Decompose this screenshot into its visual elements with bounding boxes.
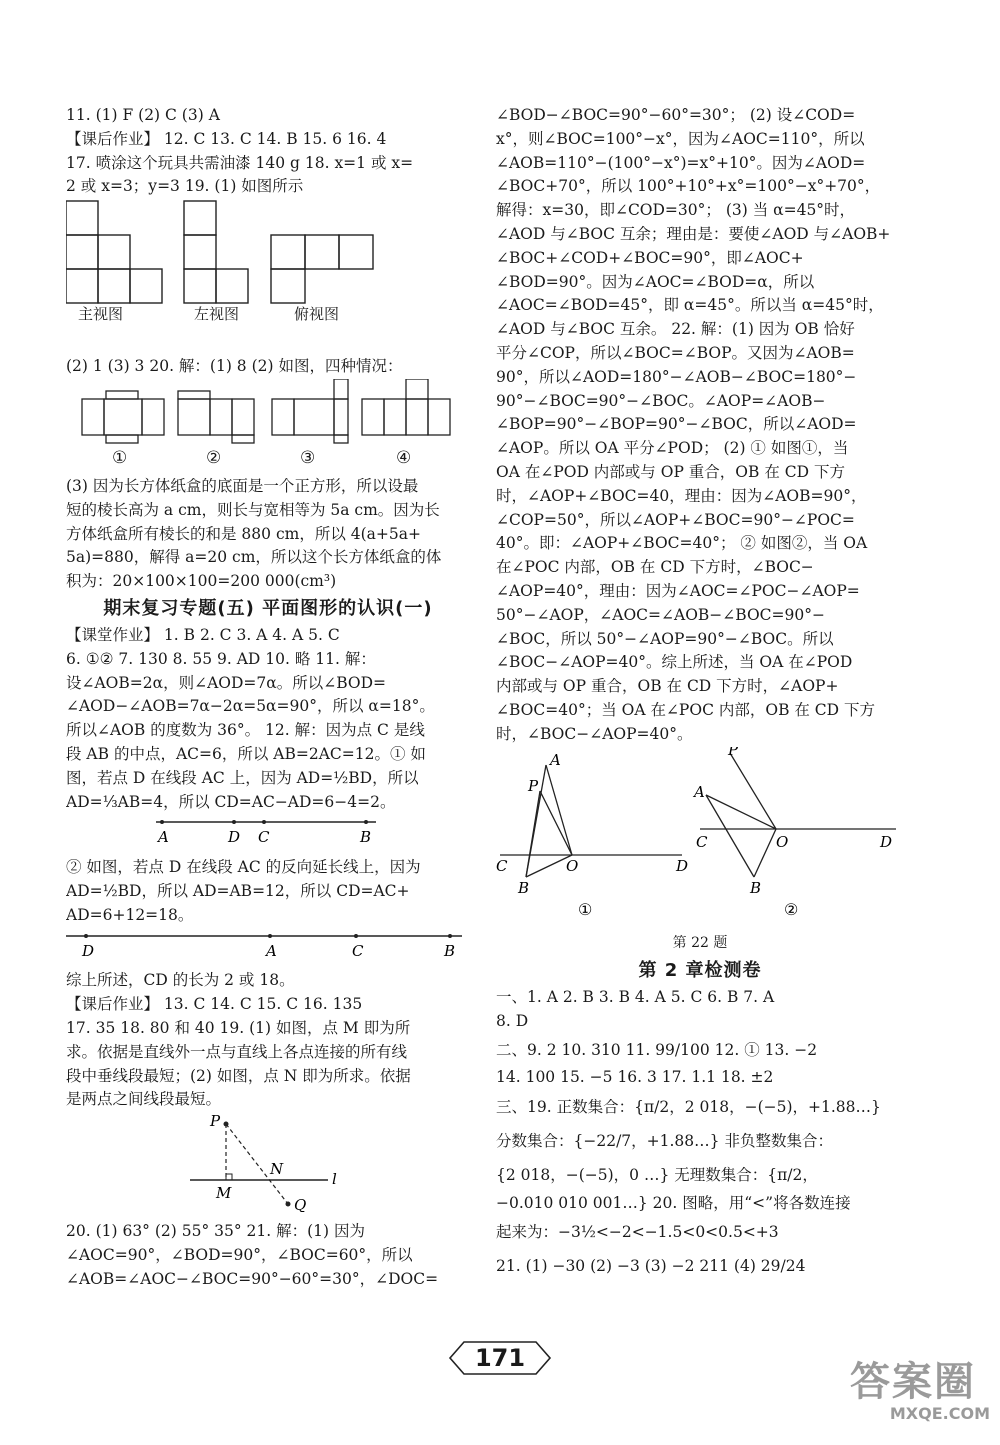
fig22b-label-o: O	[776, 832, 789, 851]
text-line: 分数集合：{−22/7，+1.88…} 非负整数集合：	[496, 1131, 833, 1150]
top-view-label: 俯视图	[294, 305, 340, 324]
fig22a-label-o: O	[566, 856, 579, 875]
text-line: ∠AOB=110°−(100°−x°)=x°+10°。因为∠AOD=	[496, 153, 866, 172]
text-line: ∠COP=50°，所以∠AOP+∠BOC=90°−∠POC=	[496, 510, 855, 529]
text-line: 【课后作业】 13. C 14. C 15. C 16. 135	[66, 995, 363, 1014]
text-line: 【课堂作业】 1. B 2. C 3. A 4. A 5. C	[66, 625, 340, 644]
text-line: 求。依据是直线外一点与直线上各点连接的所有线	[66, 1042, 408, 1061]
text-line: 解得：x=30，即∠COD=30°； (3) 当 α=45°时，	[496, 201, 856, 220]
fig22b-number: ②	[784, 899, 799, 919]
text-line: 内部或与 OP 重合，OB 在 CD 下方时，∠AOP+	[496, 677, 839, 696]
text-line: 所以∠AOB 的度数为 36°。 12. 解：因为点 C 是线	[66, 721, 425, 740]
fig22b-label-p: P	[728, 746, 739, 759]
fig22a-label-c: C	[496, 856, 508, 875]
text-line: ∠BOD=90°。因为∠AOC=∠BOD=α，所以	[496, 272, 815, 291]
left-column	[66, 104, 470, 1291]
text-line: 2 或 x=3；y=3 19. (1) 如图所示	[66, 177, 304, 196]
text-line: ∠BOC+70°，所以 100°+10°+x°=100°−x°+70°，	[496, 177, 881, 196]
fig22a-label-a: A	[550, 750, 561, 769]
watermark-main: 答案圈	[850, 1359, 976, 1405]
text-line: 时，∠BOC−∠AOP=40°。	[496, 724, 693, 743]
text-line: 8. D	[496, 1011, 529, 1030]
text-line: 17. 35 18. 80 和 40 19. (1) 如图，点 M 即为所	[66, 1018, 411, 1037]
fig22a-label-d: D	[676, 856, 689, 875]
text-line: 综上所述，CD 的长为 2 或 18。	[66, 971, 295, 990]
text-line: 90°，所以∠AOD=180°−∠AOB−∠BOC=180°−	[496, 367, 857, 386]
seg1-label-b: B	[360, 828, 372, 847]
left-view-label: 左视图	[194, 305, 240, 324]
text-line: (3) 因为长方体纸盒的底面是一个正方形，所以设最	[66, 476, 419, 495]
fig22b-label-b: B	[750, 878, 762, 897]
nets-figure	[66, 379, 470, 475]
figure-19	[66, 1112, 470, 1212]
seg2-label-c: C	[352, 941, 364, 960]
text-line: 在∠POC 内部，OB 在 CD 下方时，∠BOC−	[496, 558, 814, 577]
page-number-text: 171	[474, 1344, 526, 1372]
text-line: AD=½BD，所以 AD=AB=12，所以 CD=AC+	[66, 881, 410, 900]
text-line: 二、9. 2 10. 310 11. 99/100 12. ① 13. −2	[496, 1040, 818, 1059]
fig22b-label-a: A	[694, 782, 705, 801]
seg2-label-b: B	[444, 941, 456, 960]
seg1-label-a: A	[158, 828, 169, 847]
text-line: (2) 1 (3) 3 20. 解：(1) 8 (2) 如图，四种情况：	[66, 357, 403, 376]
text-line: 一、1. A 2. B 3. B 4. A 5. C 6. B 7. A	[496, 988, 775, 1007]
text-line: ∠AOD−∠AOB=7α−2α=5α=90°，所以 α=18°。	[66, 697, 435, 716]
segment-figure-2	[66, 928, 470, 962]
text-line: ② 如图，若点 D 在线段 AC 的反向延长线上，因为	[66, 858, 421, 877]
text-line: 图，若点 D 在线段 AC 上，因为 AD=½BD，所以	[66, 768, 419, 787]
text-line: ∠AOD 与∠BOC 互余。 22. 解：(1) 因为 OB 恰好	[496, 320, 855, 339]
segment-figure-1	[66, 814, 470, 848]
three-views-figure	[66, 199, 470, 355]
seg1-label-c: C	[258, 828, 270, 847]
text-line: −0.010 010 001…} 20. 图略，用“<”将各数连接	[496, 1193, 851, 1212]
text-line: 14. 100 15. −5 16. 3 17. 1.1 18. ±2	[496, 1067, 774, 1086]
text-line: ∠AOB=∠AOC−∠BOC=90°−60°=30°，∠DOC=	[66, 1269, 439, 1288]
text-line: 20. (1) 63° (2) 55° 35° 21. 解：(1) 因为	[66, 1221, 366, 1240]
text-line: ∠AOP。所以 OA 平分∠POD； (2) ① 如图①，当	[496, 439, 849, 458]
text-line: 起来为：−3½<−2<−1.5<0<0.5<+3	[496, 1223, 779, 1242]
text-line: {2 018，−(−5)，0 …} 无理数集合：{π/2，	[496, 1165, 818, 1184]
text-line: 17. 喷涂这个玩具共需油漆 140 g 18. x=1 或 x=	[66, 153, 414, 172]
text-line: 是两点之间线段最短。	[66, 1090, 222, 1109]
watermark-logo	[850, 1360, 990, 1440]
net-label-2: ②	[206, 447, 222, 468]
fig19-label-m: M	[216, 1184, 232, 1203]
text-line: 段中垂线段最短；(2) 如图，点 N 即为所求。依据	[66, 1066, 411, 1085]
text-line: ∠AOC=90°，∠BOD=90°，∠BOC=60°，所以	[66, 1245, 413, 1264]
text-line: ∠AOC=∠BOD=45°，即 α=45°。所以当 α=45°时，	[496, 296, 884, 315]
text-line: 50°−∠AOP，∠AOC=∠AOB−∠BOC=90°−	[496, 605, 825, 624]
figure-caption: 第 22 题	[672, 935, 728, 952]
fig19-label-q: Q	[294, 1196, 307, 1213]
text-line: ∠BOC，所以 50°−∠AOP=90°−∠BOC。所以	[496, 629, 834, 648]
text-line: AD=6+12=18。	[66, 905, 194, 924]
seg2-label-a: A	[266, 941, 277, 960]
fig22b-label-c: C	[696, 832, 708, 851]
section-heading: 第 2 章检测卷	[638, 960, 762, 982]
text-line: ∠BOD−∠BOC=90°−60°=30°； (2) 设∠COD=	[496, 106, 856, 124]
text-line: 40°。即：∠AOP+∠BOC=40°； ② 如图②，当 OA	[496, 534, 868, 553]
section-heading: 期末复习专题(五) 平面图形的认识(一)	[103, 597, 433, 619]
text-line: OA 在∠POD 内部或与 OP 重合，OB 在 CD 下方	[496, 462, 845, 481]
text-line: 积为：20×100×100=200 000(cm³)	[66, 572, 337, 591]
three-views-drawing	[66, 199, 470, 355]
fig22a-number: ①	[578, 899, 593, 919]
text-line: 90°−∠BOC=90°−∠BOC。∠AOP=∠AOB−	[496, 391, 826, 410]
net-label-3: ③	[300, 447, 316, 468]
text-line: 【课后作业】 12. C 13. C 14. B 15. 6 16. 4	[66, 129, 387, 148]
fig22a-label-p: P	[528, 776, 539, 795]
text-line: 5a)=880，解得 a=20 cm，所以这个长方体纸盒的体	[66, 548, 442, 567]
text-line: 方体纸盒所有棱长的和是 880 cm，所以 4(a+5a+	[66, 524, 421, 543]
text-line: 段 AB 的中点，AC=6，所以 AB=2AC=12。① 如	[66, 744, 426, 763]
text-line: 11. (1) F (2) C (3) A	[66, 106, 220, 124]
text-line: 设∠AOB=2α，则∠AOD=7α。所以∠BOD=	[66, 673, 387, 692]
text-line: ∠BOC+∠COD+∠BOC=90°，即∠AOC+	[496, 248, 804, 267]
text-line: ∠AOD 与∠BOC 互余；理由是：要使∠AOD 与∠AOB+	[496, 224, 891, 243]
text-line: ∠BOC−∠AOP=40°。综上所述，当 OA 在∠POD	[496, 653, 853, 672]
text-line: 6. ①② 7. 130 8. 55 9. AD 10. 略 11. 解：	[66, 649, 376, 668]
net-label-4: ④	[396, 447, 412, 468]
text-line: ∠BOC=40°；当 OA 在∠POC 内部，OB 在 CD 下方	[496, 700, 876, 719]
right-column	[496, 104, 904, 1283]
fig19-label-n: N	[270, 1160, 284, 1179]
figure-22	[496, 747, 904, 925]
fig22a-label-b: B	[518, 878, 530, 897]
text-line: AD=⅓AB=4，所以 CD=AC−AD=6−4=2。	[66, 792, 396, 811]
text-line: ∠AOP=40°，理由：因为∠AOC=∠POC−∠AOP=	[496, 581, 860, 600]
text-line: x°，则∠BOC=100°−x°，因为∠AOC=110°，所以	[496, 129, 865, 148]
fig22b-label-d: D	[880, 832, 893, 851]
text-line: 21. (1) −30 (2) −3 (3) −2 211 (4) 29/24	[496, 1257, 806, 1276]
text-line: 平分∠COP，所以∠BOC=∠BOP。又因为∠AOB=	[496, 343, 855, 362]
fig19-label-p: P	[210, 1112, 221, 1131]
text-line: 短的棱长高为 a cm，则长与宽相等为 5a cm。因为长	[66, 500, 440, 519]
page-number	[440, 1338, 560, 1378]
seg2-label-d: D	[82, 941, 95, 960]
seg1-label-d: D	[228, 828, 241, 847]
net-label-1: ①	[112, 447, 128, 468]
text-line: ∠BOP=90°−∠BOP=90°−∠BOC，所以∠AOD=	[496, 415, 857, 434]
text-line: 时，∠AOP+∠BOC=40，理由：因为∠AOB=90°，	[496, 486, 867, 505]
watermark-url: MXQE.COM	[889, 1404, 990, 1423]
text-line: 三、19. 正数集合：{π/2，2 018，−(−5)，+1.88…}	[496, 1097, 881, 1116]
fig19-label-l: l	[332, 1170, 337, 1189]
front-view-label: 主视图	[78, 305, 124, 324]
